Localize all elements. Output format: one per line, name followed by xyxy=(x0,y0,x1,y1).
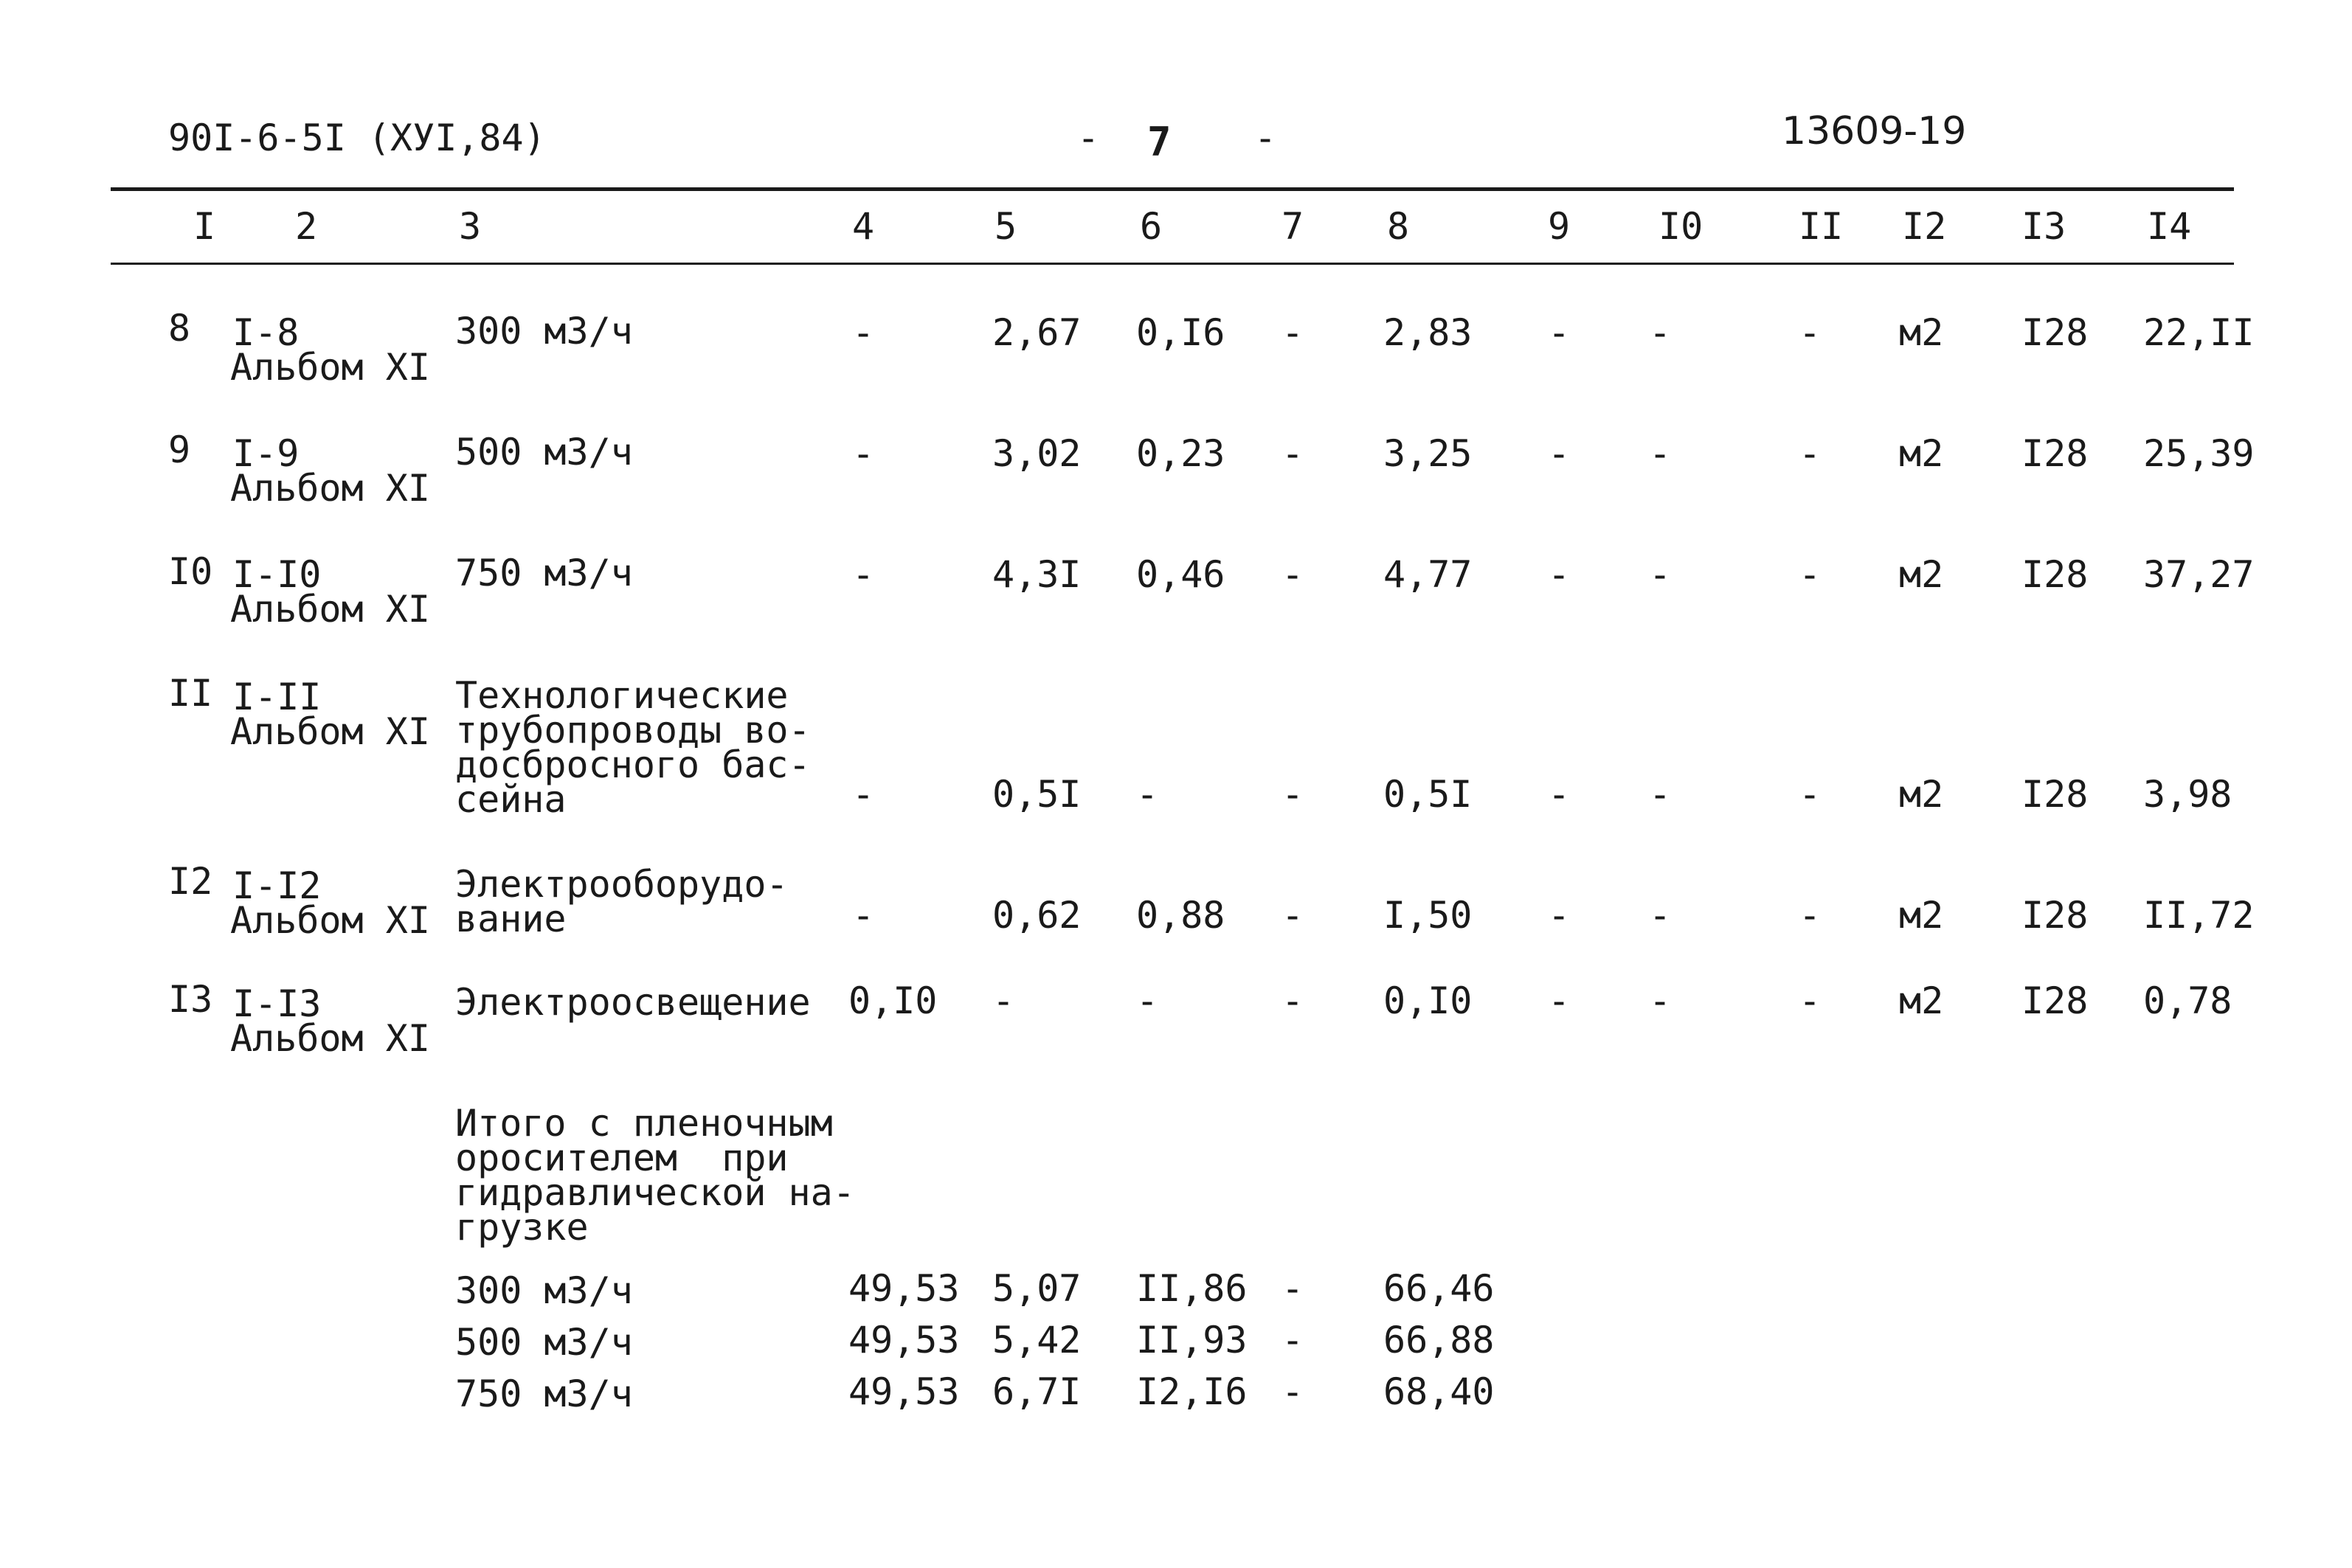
totals-col8: 68,40 xyxy=(1383,1370,1495,1413)
column-header: 3 xyxy=(459,205,482,248)
totals-flow-label: 750 м3/ч xyxy=(455,1373,633,1415)
totals-caption: Итого с пленочным оросителем при гидравлической на- грузке xyxy=(455,1102,855,1249)
item-description: 500 м3/ч xyxy=(455,431,633,473)
cell-col9: - xyxy=(1548,553,1571,596)
cell-col13: I28 xyxy=(2021,311,2089,354)
cell-col13: I28 xyxy=(2021,894,2089,937)
cell-col14: II,72 xyxy=(2143,894,2255,937)
totals-col8: 66,46 xyxy=(1383,1267,1495,1310)
row-number: I3 xyxy=(168,978,213,1021)
top-rule xyxy=(111,187,2234,191)
cell-col8: 3,25 xyxy=(1383,432,1473,475)
document-code: 90I-6-5I (ХУI,84) xyxy=(168,117,546,159)
column-header: 2 xyxy=(295,205,318,248)
item-code: I-I0 xyxy=(232,553,322,596)
cell-col7: - xyxy=(1282,773,1304,816)
cell-col6: - xyxy=(1136,979,1159,1022)
totals-col8: 66,88 xyxy=(1383,1319,1495,1361)
column-header: 7 xyxy=(1282,205,1304,248)
cell-col9: - xyxy=(1548,432,1571,475)
row-number: II xyxy=(168,672,213,715)
cell-col6: 0,I6 xyxy=(1136,311,1225,354)
cell-col11: - xyxy=(1799,553,1822,596)
row-number: I2 xyxy=(168,860,213,903)
cell-col6: 0,46 xyxy=(1136,553,1225,596)
cell-col7: - xyxy=(1282,432,1304,475)
totals-col5: 5,07 xyxy=(992,1267,1082,1310)
cell-col14: 22,II xyxy=(2143,311,2255,354)
totals-col4: 49,53 xyxy=(848,1370,960,1413)
item-code: I-I2 xyxy=(232,864,322,907)
cell-col14: 0,78 xyxy=(2143,979,2232,1022)
totals-col4: 49,53 xyxy=(848,1267,960,1310)
totals-col4: 49,53 xyxy=(848,1319,960,1361)
unit: м2 xyxy=(1899,773,1944,816)
cell-col7: - xyxy=(1282,311,1304,354)
column-header: 6 xyxy=(1140,205,1163,248)
item-description: Технологические трубопроводы во- досбросного бас- сейна xyxy=(455,674,811,821)
totals-col7: - xyxy=(1282,1267,1304,1310)
cell-col5: 4,3I xyxy=(992,553,1082,596)
cell-col6: 0,23 xyxy=(1136,432,1225,475)
column-header: 8 xyxy=(1387,205,1410,248)
cell-col4: 0,I0 xyxy=(848,979,938,1022)
cell-col9: - xyxy=(1548,773,1571,816)
totals-col5: 6,7I xyxy=(992,1370,1082,1413)
column-header: I2 xyxy=(1902,205,1947,248)
cell-col9: - xyxy=(1548,311,1571,354)
cell-col11: - xyxy=(1799,979,1822,1022)
page-number-dash-right: - xyxy=(1254,117,1277,159)
album-ref: Альбом XI xyxy=(230,588,430,631)
album-ref: Альбом XI xyxy=(230,467,430,510)
album-ref: Альбом XI xyxy=(230,346,430,389)
row-number: 8 xyxy=(168,307,191,350)
cell-col13: I28 xyxy=(2021,553,2089,596)
row-number: I0 xyxy=(168,550,213,593)
cell-col13: I28 xyxy=(2021,979,2089,1022)
cell-col8: 0,5I xyxy=(1383,773,1473,816)
item-code: I-9 xyxy=(232,432,300,475)
page-number-dash-left: - xyxy=(1077,117,1100,159)
unit: м2 xyxy=(1899,894,1944,937)
album-ref: Альбом XI xyxy=(230,899,430,942)
cell-col4: - xyxy=(852,773,875,816)
column-header: I4 xyxy=(2147,205,2192,248)
cell-col9: - xyxy=(1548,894,1571,937)
unit: м2 xyxy=(1899,553,1944,596)
cell-col14: 25,39 xyxy=(2143,432,2255,475)
column-header: 5 xyxy=(995,205,1017,248)
cell-col5: 0,5I xyxy=(992,773,1082,816)
cell-col6: - xyxy=(1136,773,1159,816)
column-header: II xyxy=(1799,205,1844,248)
totals-col6: II,86 xyxy=(1136,1267,1248,1310)
cell-col10: - xyxy=(1649,773,1672,816)
totals-col7: - xyxy=(1282,1319,1304,1361)
cell-col11: - xyxy=(1799,773,1822,816)
album-ref: Альбом XI xyxy=(230,1017,430,1060)
unit: м2 xyxy=(1899,979,1944,1022)
unit: м2 xyxy=(1899,311,1944,354)
item-code: I-I3 xyxy=(232,982,322,1025)
cell-col4: - xyxy=(852,894,875,937)
row-number: 9 xyxy=(168,429,191,471)
cell-col4: - xyxy=(852,311,875,354)
item-description: 300 м3/ч xyxy=(455,310,633,353)
column-header: 4 xyxy=(852,205,875,248)
column-header: I0 xyxy=(1658,205,1704,248)
cell-col7: - xyxy=(1282,979,1304,1022)
totals-flow-label: 300 м3/ч xyxy=(455,1269,633,1312)
cell-col8: 4,77 xyxy=(1383,553,1473,596)
item-code: I-II xyxy=(232,676,322,718)
item-description: 750 м3/ч xyxy=(455,552,633,594)
cell-col8: 2,83 xyxy=(1383,311,1473,354)
totals-col7: - xyxy=(1282,1370,1304,1413)
cell-col4: - xyxy=(852,553,875,596)
column-header: 9 xyxy=(1548,205,1571,248)
totals-flow-label: 500 м3/ч xyxy=(455,1321,633,1364)
cell-col5: 3,02 xyxy=(992,432,1082,475)
cell-col5: 0,62 xyxy=(992,894,1082,937)
item-description: Электрооборудо- вание xyxy=(455,863,789,940)
cell-col11: - xyxy=(1799,894,1822,937)
unit: м2 xyxy=(1899,432,1944,475)
cell-col14: 3,98 xyxy=(2143,773,2232,816)
cell-col11: - xyxy=(1799,311,1822,354)
totals-col5: 5,42 xyxy=(992,1319,1082,1361)
cell-col8: 0,I0 xyxy=(1383,979,1473,1022)
header-bottom-rule xyxy=(111,263,2234,265)
item-code: I-8 xyxy=(232,311,300,354)
cell-col10: - xyxy=(1649,311,1672,354)
cell-col10: - xyxy=(1649,432,1672,475)
totals-col6: I2,I6 xyxy=(1136,1370,1248,1413)
cell-col10: - xyxy=(1649,553,1672,596)
cell-col7: - xyxy=(1282,894,1304,937)
column-header: I3 xyxy=(2021,205,2066,248)
cell-col11: - xyxy=(1799,432,1822,475)
cell-col8: I,50 xyxy=(1383,894,1473,937)
totals-col6: II,93 xyxy=(1136,1319,1248,1361)
cell-col4: - xyxy=(852,432,875,475)
cell-col10: - xyxy=(1649,894,1672,937)
album-ref: Альбом XI xyxy=(230,710,430,753)
cell-col5: 2,67 xyxy=(992,311,1082,354)
cell-col5: - xyxy=(992,979,1015,1022)
cell-col14: 37,27 xyxy=(2143,553,2255,596)
cell-col13: I28 xyxy=(2021,432,2089,475)
cell-col7: - xyxy=(1282,553,1304,596)
cell-col9: - xyxy=(1548,979,1571,1022)
page-number: 7 xyxy=(1147,119,1172,165)
cell-col13: I28 xyxy=(2021,773,2089,816)
cell-col6: 0,88 xyxy=(1136,894,1225,937)
item-description: Электроосвещение xyxy=(455,981,811,1024)
column-header: I xyxy=(193,205,216,248)
archive-code: 13609-19 xyxy=(1782,109,1967,153)
cell-col10: - xyxy=(1649,979,1672,1022)
